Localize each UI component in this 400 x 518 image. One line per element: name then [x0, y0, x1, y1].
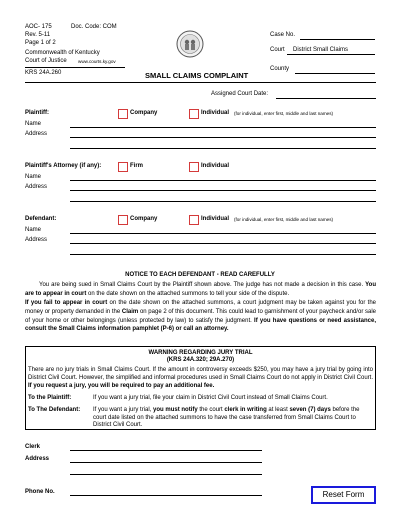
to-plaintiff-text: If you want a jury trial, file your claim in District Civil Court instead of Small Claims Court. — [93, 395, 328, 401]
reset-form-label: Reset Form — [322, 490, 365, 499]
reset-form-button[interactable] — [311, 486, 376, 504]
notice-paragraph-1: You are being sued in Small Claims Court by the Plaintiff shown above. The judge has not made a decision in this case. You are to appear in court on the date shown on the attached summons to tell your side of the dispute. — [25, 282, 377, 297]
kentucky-seal-icon — [176, 30, 204, 58]
court-label: Court — [270, 47, 285, 53]
krs-label: KRS 24A.260 — [25, 70, 62, 76]
attorney-address-field-2[interactable] — [70, 201, 376, 202]
defendant-name-field[interactable] — [70, 233, 376, 234]
doc-code: Doc. Code: COM — [71, 24, 117, 30]
assigned-court-date-field[interactable] — [276, 98, 376, 99]
attorney-address-label: Address — [25, 184, 48, 190]
attorney-address-field-1[interactable] — [70, 190, 376, 191]
page-number: Page 1 of 2 — [25, 40, 56, 46]
form-title: SMALL CLAIMS COMPLAINT — [145, 71, 249, 80]
attorney-individual-checkbox[interactable] — [189, 162, 199, 172]
court-field[interactable] — [287, 54, 375, 55]
case-no-field[interactable] — [300, 39, 375, 40]
plaintiff-address-field-2[interactable] — [70, 148, 376, 149]
plaintiff-company-label: Company — [130, 110, 158, 116]
plaintiff-individual-label: Individual — [201, 110, 230, 116]
defendant-name-label: Name — [25, 227, 42, 233]
attorney-firm-checkbox[interactable] — [118, 162, 128, 172]
clerk-address-field-2[interactable] — [70, 474, 262, 475]
county-field[interactable] — [295, 73, 375, 74]
to-defendant-text: If you want a jury trial, you must notify the court clerk in writing at least seven (7) days before the court date listed on the attached summons to have the case transferred from Small Claims Court to District Civil Court. — [93, 407, 360, 428]
attorney-name-label: Name — [25, 174, 42, 180]
jury-warning-subtitle: (KRS 24A.320; 29A.270) — [166, 357, 235, 363]
plaintiff-name-field[interactable] — [70, 127, 376, 128]
attorney-label: Plaintiff's Attorney (if any): — [25, 163, 102, 169]
court-value: District Small Claims — [293, 47, 349, 53]
title-divider — [25, 82, 376, 83]
jury-warning-body: There are no jury trials in Small Claims Court. If the amount in controversy exceeds $250, you may have a jury trial by going into District Civil Court. However, the simplified and informal procedures used in Small Claims Court do not apply in District Civil Court. If you request a jury, you will be required to pay an additional fee. — [28, 367, 373, 389]
plaintiff-individual-checkbox[interactable] — [189, 109, 199, 119]
attorney-name-field[interactable] — [70, 180, 376, 181]
plaintiff-label: Plaintiff: — [25, 110, 49, 116]
revision: Rev. 5-11 — [25, 32, 51, 38]
defendant-company-label: Company — [130, 216, 158, 222]
phone-field[interactable] — [70, 495, 262, 496]
plaintiff-individual-note: (for individual, enter first, middle and last names) — [234, 111, 334, 116]
jury-warning-title: WARNING REGARDING JURY TRIAL — [148, 350, 253, 356]
county-label: County — [270, 66, 290, 72]
defendant-individual-note: (for individual, enter first, middle and last names) — [234, 217, 334, 222]
defendant-address-field-1[interactable] — [70, 243, 376, 244]
defendant-company-checkbox[interactable] — [118, 215, 128, 225]
assigned-court-date-label: Assigned Court Date: — [211, 91, 269, 97]
plaintiff-company-checkbox[interactable] — [118, 109, 128, 119]
plaintiff-address-field-1[interactable] — [70, 137, 376, 138]
defendant-address-field-2[interactable] — [70, 254, 376, 255]
plaintiff-address-label: Address — [25, 131, 48, 137]
to-defendant-label: To The Defendant: — [28, 407, 81, 413]
notice-title: NOTICE TO EACH DEFENDANT - READ CAREFULLY — [125, 272, 275, 278]
clerk-address-field-1[interactable] — [70, 462, 262, 463]
notice-paragraph-2: If you fail to appear in court on the date shown on the attached summons, a court judgment may be taken against you for the money or property demanded in the Claim on page 2 of this document. This could lead to garnishment of your paycheck and/or sale of your home or other belongings (unless protected by law) to satisfy the judgment. If you have questions or need assistance, consult the Small Claims information pamphlet (P-6) or call an attorney. — [25, 300, 377, 333]
attorney-individual-label: Individual — [201, 163, 230, 169]
defendant-label: Defendant: — [25, 216, 57, 222]
website-label: www.courts.ky.gov — [78, 59, 116, 64]
to-plaintiff-label: To the Plaintiff: — [28, 395, 72, 401]
defendant-individual-checkbox[interactable] — [189, 215, 199, 225]
plaintiff-name-label: Name — [25, 121, 42, 127]
defendant-address-label: Address — [25, 237, 48, 243]
attorney-firm-label: Firm — [130, 163, 144, 169]
phone-label: Phone No. — [25, 489, 55, 495]
header-divider — [25, 67, 125, 68]
clerk-address-label: Address — [25, 456, 50, 462]
clerk-label: Clerk — [25, 444, 41, 450]
court-of-justice-label: Court of Justice — [25, 58, 67, 64]
case-no-label: Case No. — [270, 32, 296, 38]
clerk-field[interactable] — [70, 450, 262, 451]
commonwealth-label: Commonwealth of Kentucky — [25, 50, 100, 56]
defendant-individual-label: Individual — [201, 216, 230, 222]
form-id: AOC- 175 — [25, 24, 52, 30]
